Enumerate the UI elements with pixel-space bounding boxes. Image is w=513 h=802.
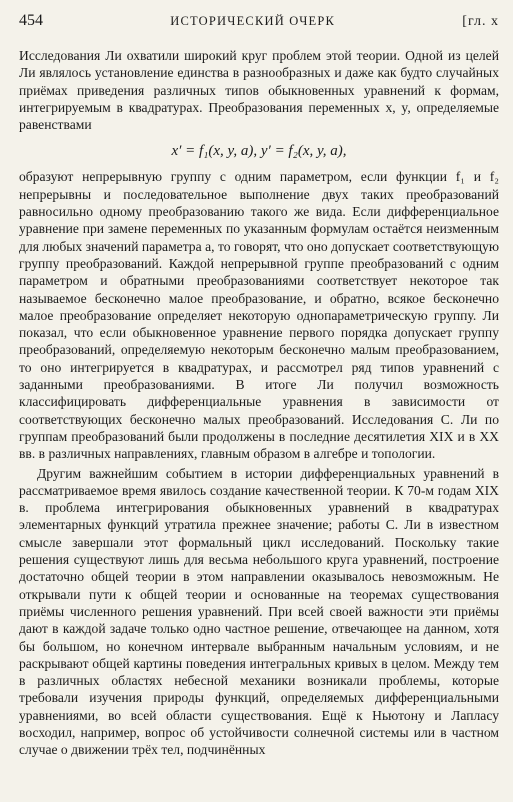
paragraph-1: Исследования Ли охватили широкий круг проблем этой теории. Одной из целей Ли являлось установление единства в разнообразных и даже как будто случайных приёмах приведения различных типов обыкновенных уравнений к формам, интегрируемым в квадратурах. Преобразования переменных x, y, определяемые равенствами [19, 48, 499, 133]
paragraph-2: образуют непрерывную группу с одним параметром, если функции f₁ и f₂ непрерывны и последовательное выполнение двух таких преобразований равносильно одному преобразованию такого же вида. Если дифференциальное уравнение при замене переменных по указанным формулам остаётся неизменным для любых значений параметра a, то говорят, что оно допускает соответствующую группу преобразований. Каждой непрерывной группе преобразований с одним параметром и обратными преобразованиями соответствует некоторое так называемое бесконечно малое преобразование, и обратно, всякое бесконечно малое преобразование определяет некоторую однопараметрическую группу. Ли показал, что если обыкновенное уравнение первого порядка допускает группу преобразований, определяемую некоторым бесконечно малым преобразованием, то оно интегрируется в квадратурах, и рассмотрел ряд типов уравнений с заданными преобразованиями. В итоге Ли получил возможность классифицировать дифференциальные уравнения в зависимости от соответствующих бесконечно малых преобразований. Исследования С. Ли по группам преобразований были продолжены в последние десятилетия XIX и в XX вв. в различных направлениях, главным образом в алгебре и топологии. [19, 169, 499, 462]
chapter-label: [гл. х [462, 14, 499, 29]
paragraph-3: Другим важнейшим событием в истории дифференциальных уравнений в рассматриваемое время явилось создание качественной теории. К 70-м годам XIX в. проблема интегрирования обыкновенных уравнений в квадратурах элементарных функций утратила прежнее значение; работы С. Ли в известном смысле завершали этот формальный цикл исследований. Поскольку такие решения существуют лишь для весьма небольшого круга уравнений, построение достаточно общей теории в этом направлении оказывалось невозможным. Не открывали пути к общей теории и основанные на теоремах существования приёмы численного решения уравнений. При всей своей важности эти приёмы дают в каждой задаче только одно частное решение, отвечающее на данном, хотя бы большом, но конечном интервале выбранным начальным условиям, и не раскрывают общей картины поведения интегральных кривых в целом. Между тем в различных областях небесной механики возникали проблемы, которые требовали изучения природы функций, определяемых дифференциальными уравнениями, во всей области существования. Ещё к Ньютону и Лапласу восходил, например, вопрос об устойчивости солнечной системы или в частном случае о движении трёх тел, подчинённых [19, 465, 499, 758]
body-text [19, 47, 499, 759]
running-title: ИСТОРИЧЕСКИЙ ОЧЕРК [170, 14, 336, 28]
running-header [19, 12, 499, 36]
page-number: 454 [19, 12, 43, 29]
formula: x′ = f₁(x, y, a), y′ = f₂(x, y, a), [171, 143, 347, 160]
